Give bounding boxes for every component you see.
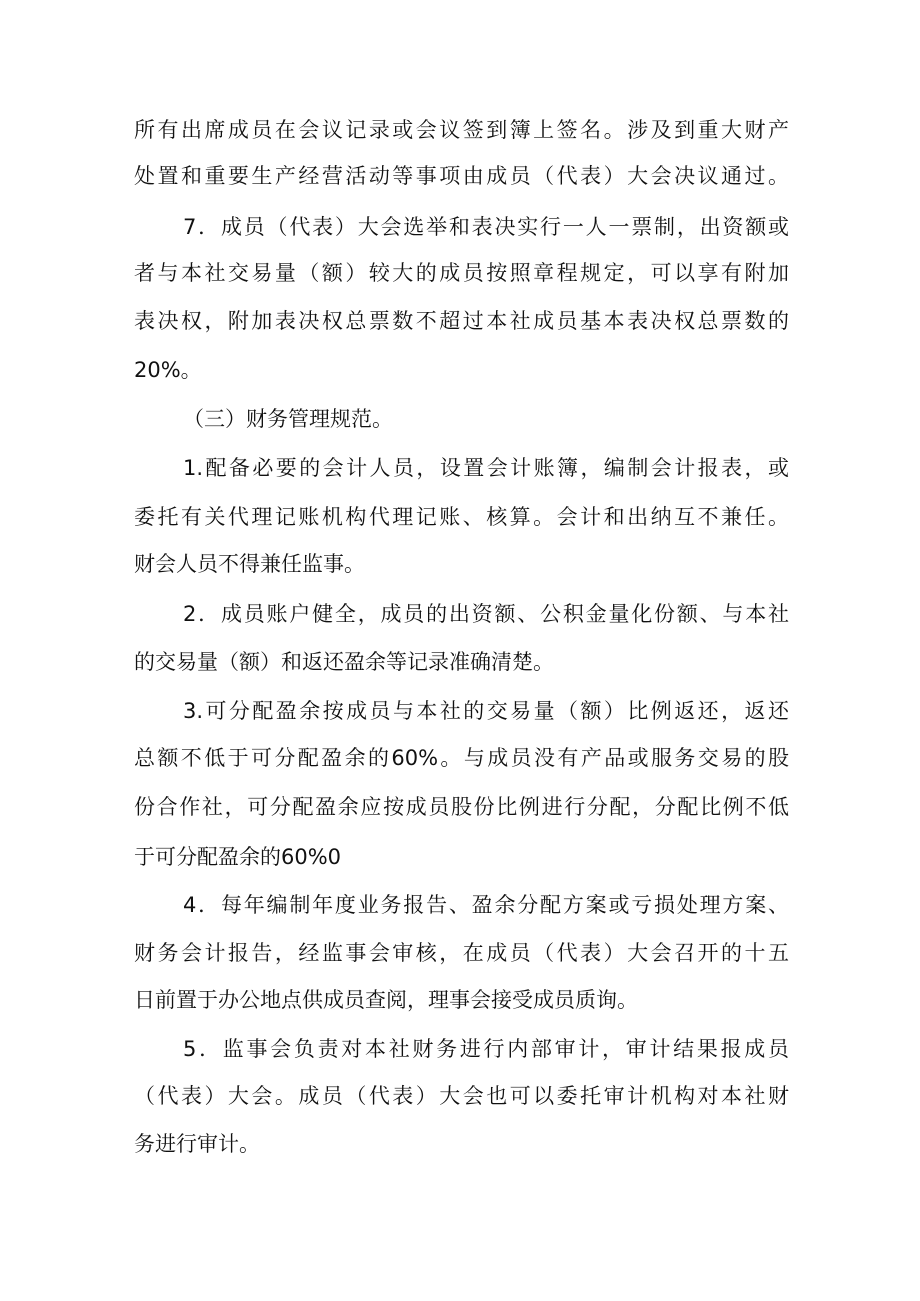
body-text-line: 处置和重要生产经营活动等事项由成员（代表）大会决议通过。	[134, 164, 789, 188]
body-text-line: 务进行审计。	[134, 1132, 260, 1156]
body-text-line: 的交易量（额）和返还盈余等记录准确清楚。	[134, 650, 554, 674]
body-text-line: （代表）大会。成员（代表）大会也可以委托审计机构对本社财	[134, 1084, 789, 1108]
body-text-line: 财会人员不得兼任监事。	[134, 552, 365, 576]
body-text-line: 表决权，附加表决权总票数不超过本社成员基本表决权总票数的	[134, 309, 789, 333]
body-text-line: 所有出席成员在会议记录或会议签到簿上签名。涉及到重大财产	[134, 118, 789, 142]
body-text-line: 20%。	[134, 358, 202, 382]
body-text-line: 份合作社，可分配盈余应按成员股份比例进行分配，分配比例不低	[134, 795, 789, 819]
body-text-line: 1.配备必要的会计人员，设置会计账簿，编制会计报表，或	[183, 456, 789, 480]
body-text-line: 日前置于办公地点供成员查阅，理事会接受成员质询。	[134, 988, 638, 1012]
body-text-line: 3.可分配盈余按成员与本社的交易量（额）比例返还，返还	[183, 699, 789, 723]
body-text-line: 2．成员账户健全，成员的出资额、公积金量化份额、与本社	[183, 602, 789, 626]
body-text-line: 于可分配盈余的60%0	[134, 845, 342, 869]
body-text-line: 者与本社交易量（额）较大的成员按照章程规定，可以享有附加	[134, 261, 789, 285]
body-text-line: 委托有关代理记账机构代理记账、核算。会计和出纳互不兼任。	[134, 505, 789, 529]
body-text-line: 7．成员（代表）大会选举和表决实行一人一票制，出资额或	[183, 215, 789, 239]
body-text-line: 总额不低于可分配盈余的60%。与成员没有产品或服务交易的股	[134, 746, 789, 770]
body-text-line: 4．每年编制年度业务报告、盈余分配方案或亏损处理方案、	[183, 893, 789, 917]
body-text-line: 财务会计报告，经监事会审核，在成员（代表）大会召开的十五	[134, 941, 789, 965]
section-heading: （三）财务管理规范。	[183, 407, 393, 431]
body-text-line: 5．监事会负责对本社财务进行内部审计，审计结果报成员	[183, 1037, 789, 1061]
